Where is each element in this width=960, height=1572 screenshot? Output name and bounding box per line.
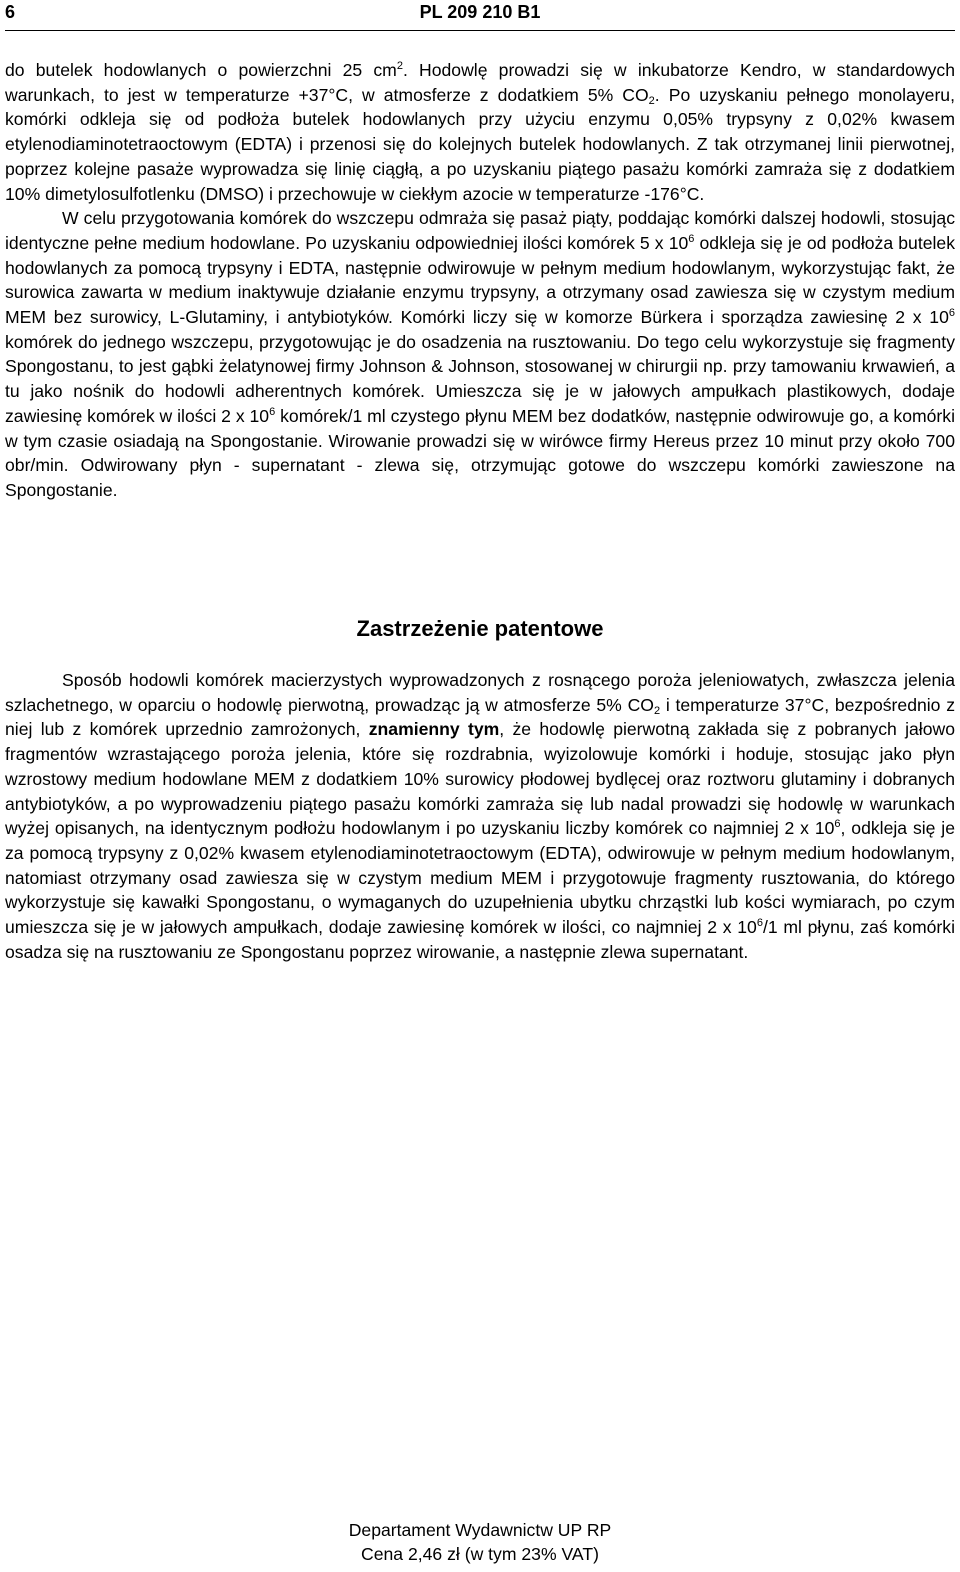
text-run: . Hodowlę prowadzi się w inkubatorze Kendro, w standardowych warunkach, to jest w temperaturze +37°C, w atmosferze z dodatkiem 5% CO xyxy=(5,60,955,105)
text-run: komórek/1 ml czystego płynu MEM bez dodatków, następnie odwirowuje go, a komórki w tym czasie osiadają na Spongostanie. Wirowanie prowadzi się w wirówce firmy Hereus przez 10 minut przy około 700 obr/min. Odwirowany płyn - supernatant - zlewa się, otrzymując gotowe do wszczepu komórki zawieszone na Spongostanie. xyxy=(5,405,956,500)
subscript: 2 xyxy=(648,94,655,107)
text-run: odkleja się je od podłoża butelek hodowlanych za pomocą trypsyny i EDTA, następnie odwirowuje w pełnym medium hodowlanym, wykorzystując fakt, że surowica zawarta w medium inaktywuje działanie enzymu trypsyny, a otrzymany osad zawiesza się w czystym medium MEM bez surowicy, L-Glutaminy, i antybiotyków. Komórki liczy się w komorze Bürkera i sporządza zawiesinę 2 x 10 xyxy=(5,232,955,328)
text-run: Sposób hodowli komórek macierzystych wyprowadzonych z rosnącego poroża jeleniowatych, zwłaszcza jelenia szlachetnego, w oparciu o hodowlę pierwotną, prowadząc ją w atmosferze 5% CO xyxy=(5,670,955,715)
page-number: 6 xyxy=(5,2,16,22)
document-page xyxy=(5,0,955,1572)
superscript: 6 xyxy=(269,405,276,418)
text-run: do butelek hodowlanych o powierzchni 25 cm xyxy=(5,60,397,80)
superscript: 6 xyxy=(688,232,695,245)
text-run: , że hodowlę pierwotną zakłada się z pobranych jałowo fragmentów wzrastającego poroża jelenia, które się rozdrabnia, wyizolowuje komórki i hoduje, stosując jako płyn wzrostowy medium hodowlane MEM z dodatkiem 10% surowicy płodowej bydlęcej oraz roztworu glutaminy i dobranych antybiotyków, a po wyprowadzeniu piątego pasażu komórki zamraża się lub nadal prowadzi się hodowlę w warunkach wyżej opisanych, na identycznym podłożu hodowlanym i po uzyskaniu liczby komórek co najmniej 2 x 10 xyxy=(5,719,955,839)
claims-heading: Zastrzeżenie patentowe xyxy=(356,616,604,641)
text-run: /1 ml płynu, zaś komórki osadza się na rusztowaniu ze Spongostanu poprzez wirowanie, a następnie zlewa supernatant. xyxy=(5,917,955,962)
description-text xyxy=(5,58,955,503)
text-run: W celu przygotowania komórek do wszczepu odmraża się pasaż piąty, poddając komórki dalszej hodowli, stosując identyczne pełne medium hodowlane. Po uzyskaniu odpowiedniej ilości komórek 5 x 10 xyxy=(5,208,955,253)
claim-paragraph xyxy=(5,668,955,964)
superscript: 6 xyxy=(948,307,955,320)
page-footer xyxy=(5,1518,955,1566)
patent-number: PL 209 210 B1 xyxy=(419,2,541,22)
text-run: i temperaturze 37°C, bezpośrednio z niej lub z komórek uprzednio zamrożonych, xyxy=(5,694,956,740)
page-header xyxy=(5,0,955,31)
publisher-line: Departament Wydawnictw UP RP xyxy=(348,1520,612,1540)
description-paragraph-1 xyxy=(5,58,955,206)
superscript: 6 xyxy=(756,917,763,930)
claim-emphasis: znamienny tym xyxy=(368,719,500,740)
superscript: 2 xyxy=(396,60,403,72)
superscript: 6 xyxy=(834,818,841,831)
subscript: 2 xyxy=(653,704,661,717)
description-paragraph-2 xyxy=(5,206,955,502)
text-run: . Po uzyskaniu pełnego monolayeru, komórki odkleja się od podłoża butelek hodowlanych przy użyciu enzymu 0,05% trypsyny z 0,02% kwasem etylenodiaminotetraoctowym (EDTA) i przenosi się do kolejnych butelek hodowlanych. Z tak otrzymanej linii pierwotnej, poprzez kolejne pasaże wyprowadza się linię ciągłą, a po uzyskaniu piątego pasażu komórki zamraża się z dodatkiem 10% dimetylosulfotlenku (DMSO) i przechowuje w ciekłym azocie w temperaturze -176°C. xyxy=(5,84,955,204)
text-run: komórek do jednego wszczepu, przygotowując je do osadzenia na rusztowaniu. Do tego celu wykorzystuje się fragmenty Spongostanu, to jest gąbki żelatynowej firmy Johnson & Johnson, stosowanej w chirurgii np. przy tamowaniu krwawień, a tu jako nośnik do hodowli adherentnych komórek. Umieszcza się je w jałowych ampułkach plastikowych, dodaje zawiesinę komórek w ilości 2 x 10 xyxy=(5,331,955,426)
price-line: Cena 2,46 zł (w tym 23% VAT) xyxy=(361,1544,599,1564)
claims-text xyxy=(5,668,955,964)
text-run: , odkleja się je za pomocą trypsyny z 0,02% kwasem etylenodiaminotetraoctowym (EDTA), odwirowuje w pełnym medium hodowlanym, natomiast otrzymany osad zawiesza się w czystym medium MEM i przygotowuje fragmenty rusztowania, do którego wykorzystuje się kawałki Spongostanu, o wymaganych do uzupełnienia ubytku chrząstki lub kości wymiarach, po czym umieszcza się je w jałowych ampułkach, dodaje zawiesinę komórek w ilości, co najmniej 2 x 10 xyxy=(5,818,955,938)
